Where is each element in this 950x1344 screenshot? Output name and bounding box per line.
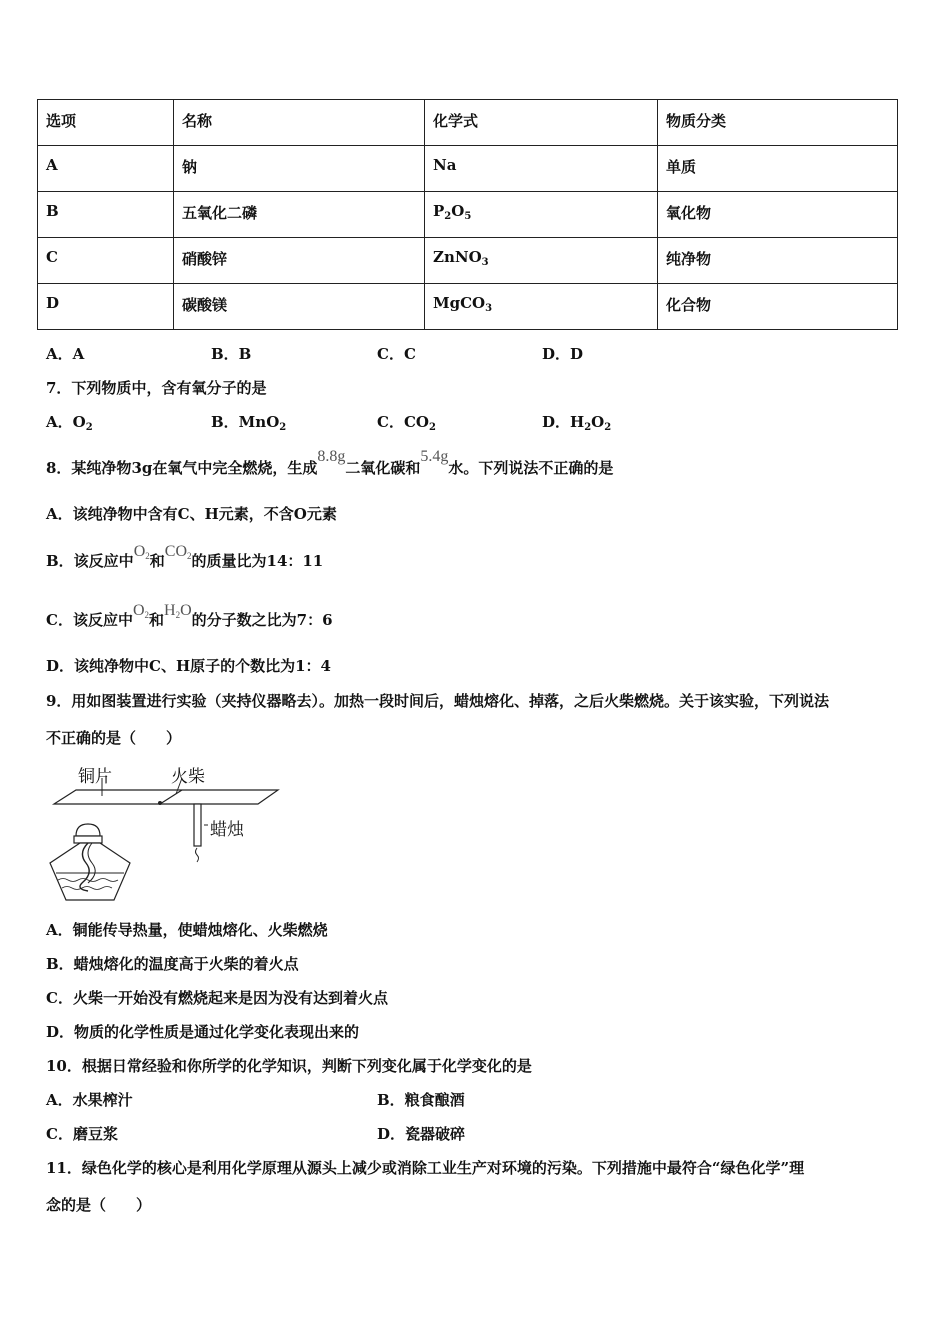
name-cell: 硝酸锌 <box>174 238 425 284</box>
q7-option-c: C．$CO_2$ <box>377 413 436 433</box>
formula-cell: $P_2O_5$ <box>425 192 658 238</box>
q8-option-d: D．该纯净物中C、H原子的个数比为1：4 <box>46 657 331 675</box>
q9-option-c: C．火柴一开始没有燃烧起来是因为没有达到着火点 <box>46 989 388 1007</box>
q8-option-b: B．该反应中$O_2$和$CO_2$的质量比为14：11 <box>46 543 324 570</box>
match-head <box>158 801 162 805</box>
name-cell: 碳酸镁 <box>174 284 425 330</box>
candle-wick <box>196 848 199 862</box>
q6-option-a: A．A <box>46 345 85 363</box>
q6-option-c: C．C <box>377 345 416 363</box>
q8-option-a: A．该纯净物中含有C、H元素，不含O元素 <box>46 505 337 523</box>
q6-option-b: B．B <box>211 345 252 363</box>
table-row <box>38 192 898 238</box>
table-row <box>38 238 898 284</box>
q9-option-a: A．铜能传导热量，使蜡烛熔化、火柴燃烧 <box>46 921 328 939</box>
candle <box>194 804 201 846</box>
classification-table <box>37 99 898 330</box>
q11-stem-line1: 11．绿色化学的核心是利用化学原理从源头上减少或消除工业生产对环境的污染。下列措施中最符合“绿色化学”理 <box>46 1159 805 1177</box>
q9-option-d: D．物质的化学性质是通过化学变化表现出来的 <box>46 1023 360 1041</box>
match-stick <box>160 790 182 804</box>
q9-stem-line2: 不正确的是（ ） <box>46 729 182 747</box>
label-candle: 蜡烛 <box>210 820 244 839</box>
q7-stem: 7．下列物质中，含有氧分子的是 <box>46 379 267 397</box>
header-cell: 名称 <box>174 100 425 146</box>
class-cell: 单质 <box>658 146 898 192</box>
mass-h2o: 5.4g <box>420 448 449 465</box>
option-cell: A <box>38 146 174 192</box>
q8-option-c: C．该反应中$O_2$和$H_2O$的分子数之比为7：6 <box>46 602 333 629</box>
label-copper: 铜片 <box>78 767 112 786</box>
class-cell: 氧化物 <box>658 192 898 238</box>
q10-option-a: A．水果榨汁 <box>46 1091 133 1109</box>
label-match: 火柴 <box>171 767 205 786</box>
lamp-body <box>50 843 130 900</box>
q10-stem: 10．根据日常经验和你所学的化学知识，判断下列变化属于化学变化的是 <box>46 1057 532 1075</box>
lamp-neck <box>74 836 102 843</box>
option-cell: C <box>38 238 174 284</box>
copper-plate <box>54 790 278 804</box>
q10-option-b: B．粮食酿酒 <box>377 1091 465 1109</box>
lamp-cap <box>76 824 100 836</box>
q7-option-d: D．$H_2O_2$ <box>542 413 612 433</box>
formula-cell: ZnNO$_3$ <box>425 238 658 284</box>
header-cell: 化学式 <box>425 100 658 146</box>
option-cell: D <box>38 284 174 330</box>
table-row <box>38 146 898 192</box>
formula-cell: Na <box>425 146 658 192</box>
option-cell: B <box>38 192 174 238</box>
q9-stem-line1: 9．用如图装置进行实验（夹持仪器略去）。加热一段时间后，蜡烛熔化、掉落，之后火柴燃烧。关于该实验，下列说法 <box>46 692 829 710</box>
q11-stem-line2: 念的是（ ） <box>46 1196 152 1214</box>
formula-cell: MgCO$_3$ <box>425 284 658 330</box>
q8-stem: 8．某纯净物3g在氧气中完全燃烧，生成8.8g二氧化碳和5.4g水。下列说法不正确的是 <box>46 448 614 477</box>
class-cell: 纯净物 <box>658 238 898 284</box>
q10-option-d: D．瓷器破碎 <box>377 1125 466 1143</box>
q9-option-b: B．蜡烛熔化的温度高于火柴的着火点 <box>46 955 299 973</box>
header-cell: 物质分类 <box>658 100 898 146</box>
class-cell: 化合物 <box>658 284 898 330</box>
q7-option-b: B．MnO$_2$ <box>211 413 287 433</box>
table-header-row <box>38 100 898 146</box>
name-cell: 钠 <box>174 146 425 192</box>
header-cell: 选项 <box>38 100 174 146</box>
q6-option-d: D．D <box>542 345 584 363</box>
table-row <box>38 284 898 330</box>
q10-option-c: C．磨豆浆 <box>46 1125 118 1143</box>
mass-co2: 8.8g <box>317 448 346 465</box>
q7-option-a: A．$O_2$ <box>46 413 93 433</box>
name-cell: 五氧化二磷 <box>174 192 425 238</box>
